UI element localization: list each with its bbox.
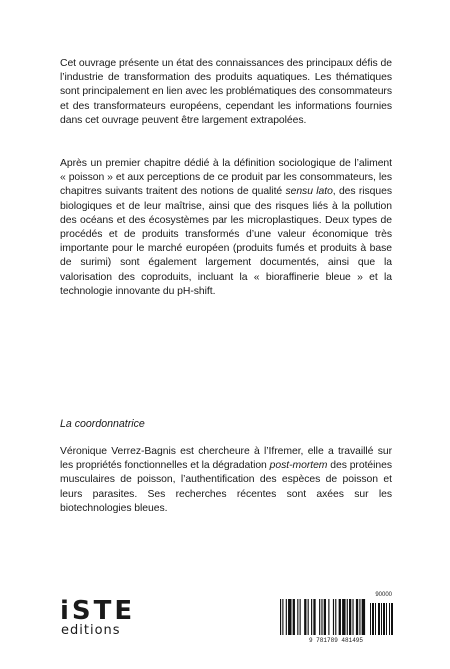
description-paragraph-1	[60, 57, 392, 128]
isbn-digits: 9 781789 481495	[308, 637, 363, 644]
barcode-bar	[381, 603, 382, 635]
barcode-bar	[304, 599, 306, 635]
barcode-bar	[342, 599, 345, 635]
description-paragraph-2	[60, 157, 392, 299]
barcode-bar	[391, 603, 393, 635]
barcode-supplement: 90000	[375, 592, 392, 598]
barcode-bar	[359, 599, 360, 635]
latin-term: post-mortem	[269, 460, 328, 472]
barcode-bar	[319, 599, 320, 635]
paragraph-text-part: Après un premier chapitre dédié à la définition sociologique de l’aliment « poisson » et aux perceptions de ce produit par les consommateurs, les chapitres suivants traitent des notions de qualité	[60, 158, 392, 198]
barcode-bar	[324, 599, 326, 635]
barcode-bar	[293, 599, 295, 635]
logo-subtext: editions	[61, 623, 121, 638]
barcode-bar	[311, 599, 312, 635]
barcode-bar	[370, 603, 371, 635]
barcode-bar	[328, 599, 329, 635]
barcode-bar	[286, 599, 287, 635]
iste-editions-logo	[60, 598, 152, 640]
logo-letter: E	[114, 596, 134, 626]
barcode-bar	[335, 599, 336, 635]
barcode-bar	[339, 599, 341, 635]
barcode-bar	[386, 603, 387, 635]
barcode-bar	[321, 599, 322, 635]
coordinator-heading: La coordonnatrice	[60, 418, 145, 430]
logo-brand	[60, 598, 133, 624]
latin-term: sensu lato	[285, 186, 333, 198]
barcode-bar	[297, 599, 298, 635]
barcode-bar	[288, 599, 291, 635]
barcode-bar	[280, 599, 281, 635]
barcode-bar	[313, 599, 315, 635]
barcode-bar	[356, 599, 358, 635]
isbn-barcode	[278, 592, 394, 652]
barcode-bar	[300, 599, 301, 635]
bio-text-part: des protéines musculaires de poisson, l’authentification des espèces de poisson et leurs parasites. Ses recherches récentes sont axées sur les biotechnologies bleues.	[60, 460, 392, 514]
coordinator-bio	[60, 445, 392, 516]
barcode-bar	[362, 599, 365, 635]
barcode-bar	[389, 603, 390, 635]
barcode-bar	[282, 599, 283, 635]
paragraph-text-part: , des risques biologiques et de leur maîtrise, ainsi que des risques liés à la pollution des océans et des écosystèmes par les microplastiques. Deux types de procédés et de produits transformés d’une valeur économique très importante pour le marché européen (produits fumés et produits à base de surimi) sont également largement documentés, ainsi que la valorisation des coproduits, incluant la « bioraffinerie bleue » et la technologie innovante du pH-shift.	[60, 186, 392, 297]
barcode-bar	[352, 599, 353, 635]
barcode-bar	[375, 603, 376, 635]
barcode-bar	[378, 603, 380, 635]
logo-letter: T	[93, 596, 113, 626]
logo-letter: i	[60, 596, 70, 626]
bio-text-part: Véronique Verrez-Bagnis est chercheure à l’Ifremer, elle a travaillé sur les propriétés fonctionnelles et la dégradation	[60, 446, 392, 472]
logo-letter: S	[71, 596, 92, 626]
barcode-bar	[308, 599, 309, 635]
barcode-bar	[349, 599, 351, 635]
barcode-bar	[333, 599, 334, 635]
paragraph-text: Cet ouvrage présente un état des connaissances des principaux défis de l’industrie de transformation des produits aquatiques. Les thématiques sont principalement en lien avec les problématiques des consommateurs et des transformateurs européens, cependant les informations fournies dans cet ouvrage peuvent être largement extrapolées.	[60, 58, 392, 126]
barcode-bar	[372, 603, 374, 635]
barcode-bar	[347, 599, 348, 635]
barcode-bar	[383, 603, 385, 635]
barcode-bars	[278, 599, 394, 637]
